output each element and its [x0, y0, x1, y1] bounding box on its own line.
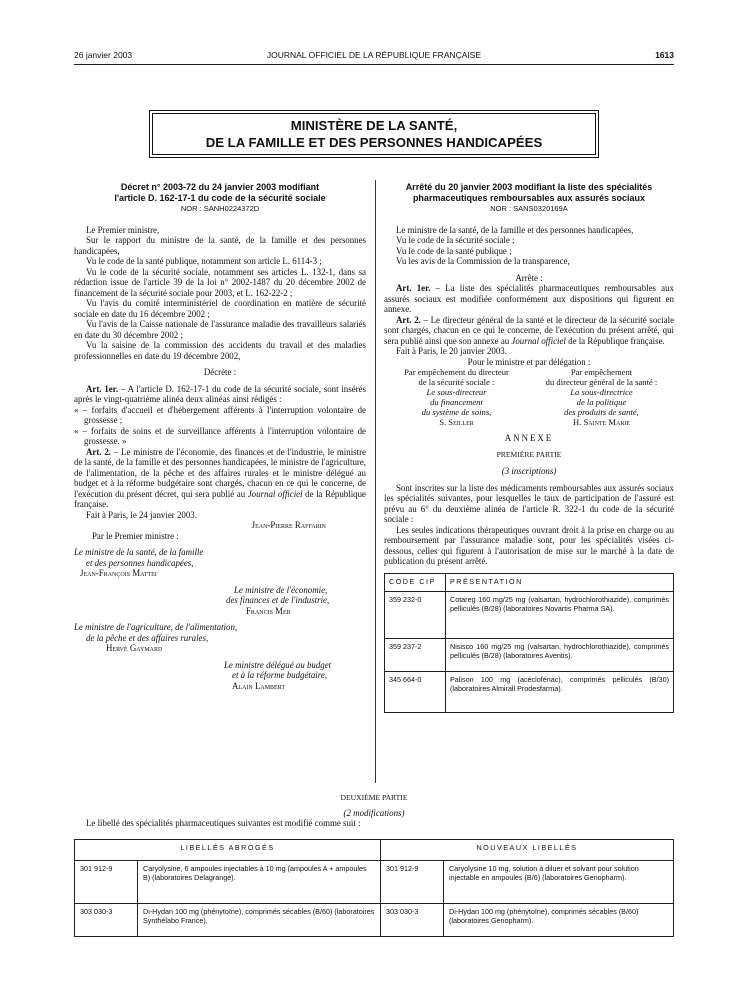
- decret-art2: [74, 447, 366, 510]
- table-row: [385, 591, 674, 638]
- decret-art1-label: Art. 1er.: [86, 383, 119, 394]
- new-label-cell: Di-Hydan 100 mg (phénytoïne), comprimés sécables (B/60) (laboratoires Genopharm).: [444, 903, 674, 936]
- decret-art1: [74, 384, 366, 405]
- sig-sante-dg-name: H. Sainte Marie: [572, 417, 631, 427]
- cip-cell: 345 664-0: [385, 671, 446, 712]
- decret-title-1: Décret n° 2003-72 du 24 janvier 2003 modifiant: [120, 182, 320, 192]
- arrete-title-2: pharmaceutiques remboursables aux assurés sociaux: [412, 192, 646, 203]
- arrete-v2: Vu le code de la santé publique ;: [396, 245, 512, 256]
- col-presentation: PRÉSENTATION: [446, 573, 674, 591]
- decret-p4: Vu le code de la sécurité sociale, notamment ses articles L. 132-1, dans sa rédaction issue de l'article 39 de la loi n° 2002-1487 du 20 décembre 2002 de financement de la sécurité sociale pour 2003, et L. 162-22-2 ;: [74, 266, 366, 298]
- sig-budget: [74, 660, 366, 692]
- decret-p6: Vu l'avis de la Caisse nationale de l'assurance maladie des travailleurs salariés en date du 30 décembre 2002 ;: [74, 319, 366, 340]
- partie2-title: DEUXIÈME PARTIE: [340, 793, 408, 802]
- arrete-v1: Vu le code de la sécurité sociale ;: [396, 235, 515, 245]
- old-cip-cell: 303 030-3: [75, 903, 138, 936]
- arrete-p1: Le ministre de la santé, de la famille et des personnes handicapées,: [396, 224, 634, 235]
- arrete-art2-end: de la République française.: [565, 335, 665, 346]
- sig-sante-dg-5: des produits de santé,: [564, 407, 639, 417]
- ministry-box: [152, 113, 596, 155]
- new-cip-cell: 301 912-9: [381, 860, 444, 903]
- page-header: [74, 50, 674, 64]
- sig-economie-name: Francis Mer: [246, 605, 291, 616]
- decret-fait: Fait à Paris, le 24 janvier 2003.: [86, 509, 197, 520]
- decret-p5: Vu l'avis du comité interministériel de coordination en matière de sécurité sociale en date du 16 décembre 2002 ;: [74, 298, 366, 319]
- sig-sante-dg-1: Par empêchement: [570, 367, 633, 377]
- sig-secu-1: Par empêchement du directeur: [404, 367, 509, 377]
- arrete-column: [384, 182, 674, 713]
- sig-secu-name: S. Seiller: [439, 417, 474, 427]
- annexe-p1: Sont inscrites sur la liste des médicaments remboursables aux assurés sociaux les spécialités suivantes, pour lesquelles le taux de participation de l'assuré est prévu au 6° du deuxième alinéa de l'article R. 322-1 du code de la sécurité sociale :: [384, 482, 674, 524]
- sig-secu-3: Le sous-directeur: [426, 387, 487, 397]
- new-cip-cell: 303 030-3: [381, 903, 444, 936]
- arrete-signatures: [384, 367, 674, 427]
- annexe-p2: Les seules indications thérapeutiques ouvrant droit à la prise en charge ou au remboursement par l'assurance maladie sont, pour les spécialités visées ci-dessous, celles qui figurent à l'autorisation de mise sur le marché à la date de publication du présent arrêté.: [384, 524, 674, 566]
- decret-p7: Vu la saisine de la commission des accidents du travail et des maladies professionnelles en date du 19 décembre 2002,: [74, 340, 366, 361]
- decret-art2-label: Art. 2.: [86, 446, 112, 457]
- decret-pm: Jean-Pierre Raffarin: [251, 520, 326, 530]
- decret-p1: Le Premier ministre,: [86, 224, 160, 235]
- partie1-title: PREMIÈRE PARTIE: [496, 449, 562, 459]
- arrete-pour: Pour le ministre et par délégation :: [467, 356, 591, 367]
- header-journal: JOURNAL OFFICIEL DE LA RÉPUBLIQUE FRANÇAISE: [266, 50, 482, 60]
- presentation-cell: Cotareg 160 mg/25 mg (valsartan, hydrochlorothiazide), comprimés pelliculés (B/28) (laboratoires Novartis Pharma SA).: [446, 591, 674, 638]
- sig-agriculture-b: de la pêche et des affaires rurales,: [86, 632, 209, 643]
- decret-nor: NOR : SANH0224372D: [180, 204, 260, 213]
- sig-economie: [74, 585, 366, 617]
- arrete-title-1: Arrêté du 20 janvier 2003 modifiant la liste des spécialités: [405, 182, 653, 192]
- inscriptions-table: [384, 573, 674, 713]
- ministry-line2: DE LA FAMILLE ET DES PERSONNES HANDICAPÉES: [205, 135, 543, 150]
- sig-sante-a: Le ministre de la santé, de la famille: [74, 547, 204, 557]
- old-label-cell: Caryolysine, 6 ampoules injectables à 10 mg (ampoules A + ampoules B) (laboratoires Delagrange).: [138, 860, 381, 903]
- decret-p2: Sur le rapport du ministre de la santé, de la famille et des personnes handicapées,: [74, 235, 366, 256]
- annexe-title: ANNEXE: [504, 433, 554, 443]
- modifications-header: [75, 839, 674, 860]
- header-rule: [74, 64, 674, 65]
- decret-art2-end: de la République française.: [74, 488, 366, 509]
- table-row: [385, 638, 674, 671]
- decret-bullet-2: « – forfaits de soins et de surveillance afférents à l'interruption volontaire de grossesse. »: [74, 425, 366, 446]
- inscriptions-count: (3 inscriptions): [501, 466, 557, 476]
- arrete-art2-label: Art. 2.: [396, 314, 421, 325]
- arrete-art1: [384, 283, 674, 315]
- sig-sante-dg-3: La sous-directrice: [570, 387, 633, 397]
- new-label-cell: Caryolysine 10 mg, solution à diluer et solvant pour solution injectable en ampoules (B/6) (laboratoires Genopharm).: [444, 860, 674, 903]
- decret-jo: Journal officiel: [247, 488, 303, 499]
- decret-bullet-1: « – forfaits d'accueil et d'hébergement afférents à l'interruption volontaire de grossesse ;: [74, 404, 366, 425]
- table-row: [385, 671, 674, 712]
- modifications-table: [74, 839, 674, 937]
- modifications-intro: Le libellé des spécialités pharmaceutiques suivantes est modifié comme suit :: [86, 818, 361, 828]
- arrete-arrete: Arrête :: [515, 272, 543, 283]
- sig-sante-dg: [529, 367, 674, 427]
- sig-agriculture: [74, 622, 366, 654]
- decret-art1-text: – A l'article D. 162-17-1 du code de la sécurité sociale, sont insérés après le vingt-quatrième alinéa deux alinéas ainsi rédigés :: [74, 383, 366, 404]
- arrete-fait: Fait à Paris, le 20 janvier 2003.: [396, 346, 507, 356]
- sig-sante-dg-4: de la politique: [576, 397, 627, 407]
- sig-budget-name: Alain Lambert: [232, 680, 286, 691]
- sig-budget-a: Le ministre délégué au budget: [224, 659, 332, 670]
- arrete-nor: NOR : SANS0320169A: [490, 204, 568, 213]
- sig-sante-b: et des personnes handicapées,: [86, 557, 194, 568]
- cip-cell: 359 232-0: [385, 591, 446, 638]
- sig-economie-a: Le ministre de l'économie,: [234, 584, 328, 595]
- page-number: 1613: [655, 50, 674, 60]
- table-row: [75, 903, 674, 936]
- sig-agriculture-a: Le ministre de l'agriculture, de l'alimentation,: [74, 622, 238, 632]
- table-row: [75, 860, 674, 903]
- sig-sante: [74, 547, 366, 579]
- col-code-cip: CODE CIP: [385, 573, 446, 591]
- arrete-v3: Vu les avis de la Commission de la transparence,: [396, 256, 570, 266]
- old-cip-cell: 301 912-9: [75, 860, 138, 903]
- col-libelles-abroges: LIBELLÉS ABROGÉS: [75, 839, 381, 860]
- decret-column: [74, 182, 366, 691]
- ministry-line1: MINISTÈRE DE LA SANTÉ,: [290, 118, 458, 133]
- sig-agriculture-name: Hervé Gaymard: [106, 643, 163, 653]
- old-label-cell: Di-Hydan 100 mg (phénytoïne), comprimés sécables (B/60) (laboratoires Synthélabo France).: [138, 903, 381, 936]
- decret-p3: Vu le code de la santé publique, notamment son article L. 6114-3 ;: [86, 256, 322, 266]
- sig-economie-b: des finances et de l'industrie,: [226, 595, 330, 605]
- decret-par-pm: Par le Premier ministre :: [92, 530, 179, 541]
- modifications-section: [74, 793, 674, 937]
- arrete-jo: Journal officiel: [511, 335, 566, 346]
- sig-secu: [384, 367, 529, 427]
- arrete-art1-text: – La liste des spécialités pharmaceutiques remboursables aux assurés sociaux est modifiée conformément aux dispositions qui figurent en annexe.: [384, 283, 674, 314]
- arrete-art1-label: Art. 1er.: [396, 283, 431, 293]
- column-separator: [375, 180, 376, 783]
- sig-secu-2: de la sécurité sociale :: [418, 377, 495, 387]
- header-date: 26 janvier 2003: [74, 50, 133, 60]
- presentation-cell: Palison 100 mg (acéclofénac), comprimés pelliculés (B/30) (laboratoires Almirall Prodesfarma).: [446, 671, 674, 712]
- arrete-art2: [384, 315, 674, 347]
- presentation-cell: Nisisco 160 mg/25 mg (valsartan, hydrochlorothiazide), comprimés pelliculés (B/28) (laboratoires Aventis).: [446, 638, 674, 671]
- decret-title-2: l'article D. 162-17-1 du code de la sécurité sociale: [114, 192, 326, 203]
- decret-art2-text: – Le ministre de l'économie, des finances et de l'industrie, le ministre de la santé, de la famille et des personnes handicapées, le ministre de l'agriculture, de l'alimentation, de la pêche et des affaires rurales et le ministre délégué au budget et à la réforme budgétaire sont chargés, chacun en ce qui le concerne, de l'exécution du présent décret, qui sera publié au: [74, 446, 366, 499]
- col-nouveaux-libelles: NOUVEAUX LIBELLÉS: [381, 839, 674, 860]
- arrete-art2-text: – Le directeur général de la santé et le directeur de la sécurité sociale sont chargés, chacun en ce qui le concerne, de l'exécution du présent arrêté, qui sera publié ainsi que son annexe au: [384, 314, 675, 346]
- sig-secu-5: du système de soins,: [421, 407, 492, 417]
- modifications-count: (2 modifications): [343, 807, 405, 818]
- sig-budget-b: et à la réforme budgétaire,: [232, 670, 328, 680]
- sig-sante-dg-2: du directeur général de la santé :: [545, 377, 658, 387]
- decret-decrete: Décrète :: [203, 367, 237, 377]
- inscriptions-header: [385, 573, 674, 591]
- sig-sante-name: Jean-François Mattei: [80, 568, 157, 578]
- sig-secu-4: du financement: [430, 397, 483, 407]
- cip-cell: 359 237-2: [385, 638, 446, 671]
